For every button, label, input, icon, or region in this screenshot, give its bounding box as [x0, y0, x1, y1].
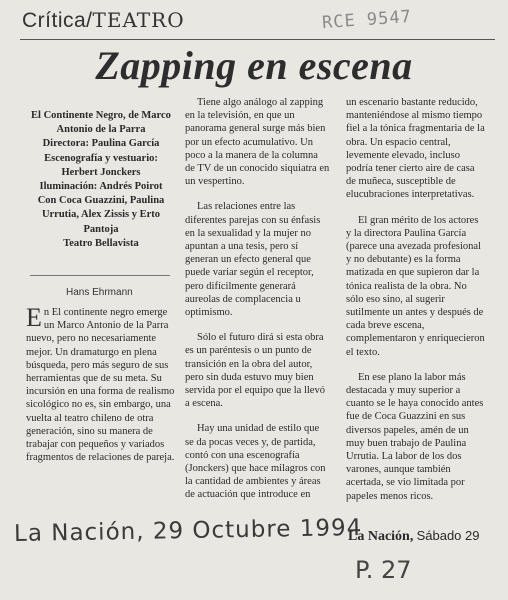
paragraph	[26, 303, 176, 464]
paragraph: Sólo el futuro dirá si esta obra es un paréntesis o un punto de transición en la obra del autor, pero sin duda estuvo muy bien servida por el equipo que la llevó a escena.	[185, 332, 325, 410]
handwritten-source-note: La Nación, 29 Octubre 1994	[13, 514, 363, 548]
credit-line: Con Coca Guazzini, Paulina Urrutia, Alex Zissis y Erto Pantoja	[37, 195, 165, 235]
paragraph-text: n El continente negro emerge un Marco Antonio de la Parra nuevo, pero no necesariamente mejor. Un dramaturgo en plena búsqueda, pero más seguro de sus herramientas que de su meta. Su incursión en una forma de realismo sicológico no es, sin embargo, una vuelta al teatro chileno de otra generación, sino su manera de trabajar con pequeños y variados fragmentos de relaciones de pareja.	[26, 307, 175, 464]
credits-block	[26, 109, 176, 251]
newspaper-name: La Nación,	[348, 529, 414, 544]
column-1	[26, 303, 176, 464]
paragraph: Las relaciones entre las diferentes parejas con su énfasis en la sexualidad y la mujer no apuntan a una tesis, pero sí generan un efecto general que puede variar según el receptor, pero difícilmente generará aureolas de complacencia u optimismo.	[185, 201, 321, 319]
credit-line: Escenografía y vestuario: Herbert Jonckers	[44, 152, 158, 178]
header-rule	[20, 39, 495, 40]
paragraph: Hay una unidad de estilo que se da pocas veces y, de partida, contó con una escenografía (Jonckers) que hace milagros con la cantidad de ambientes y áreas de actuación que introduce en	[185, 423, 326, 501]
newspaper-footer	[348, 528, 480, 545]
column-3	[346, 96, 486, 503]
paragraph: Tiene algo análogo al zapping en la televisión, en que un panorama general surge más bien por un efecto acumulativo. Un poco a la manera de la columna de TV de un conocido siquiatra en un vespertino.	[185, 97, 330, 188]
archive-code-handwritten: RCE 9547	[321, 6, 413, 34]
section-label	[22, 8, 185, 33]
paragraph: El gran mérito de los actores y la directora Paulina García (parece una avezada profesional y no debutante) es la forma matizada en que supieron dar la tónica realista de la obra. No sólo eso sino, al sugerir sutilmente un antes y después de cada breve escena, complementaron y enriquecieron el texto.	[346, 214, 485, 358]
credit-line: Iluminación: Andrés Poirot	[39, 181, 163, 193]
credit-line: Teatro Bellavista	[63, 237, 139, 249]
paragraph: un escenario bastante reducido, manteniéndose al mismo tiempo fiel a la tónica fragmentaria de la obra. Un espacio central, levemente elevado, incluso podría tener cierto aire de casa de muñeca, susceptible de elucubraciones interpretativas.	[346, 97, 485, 201]
credit-line: Directora: Paulina García	[42, 138, 160, 150]
section-teatro: TEATRO	[92, 8, 185, 32]
byline: Hans Ehrmann	[66, 287, 133, 298]
credit-line: El Continente Negro, de Marco Antonio de la Parra	[31, 110, 171, 136]
paragraph: En ese plano la labor más destacada y muy superior a cuanto se le haya conocido antes fue de Coca Guazzini en sus diversos papeles, amén de un muy buen trabajo de Paulina Urrutia. La labor de los dos varones, aunque también acertada, se vio limitada por papeles menos ricos.	[346, 371, 484, 502]
credits-divider	[30, 275, 170, 276]
issue-date: Sábado 29	[416, 528, 480, 543]
drop-cap: E	[26, 303, 42, 332]
section-critica: Crítica/	[22, 9, 93, 32]
article-headline: Zapping en escena	[95, 43, 413, 88]
handwritten-page-note: P. 27	[355, 556, 412, 584]
column-2	[185, 96, 330, 502]
